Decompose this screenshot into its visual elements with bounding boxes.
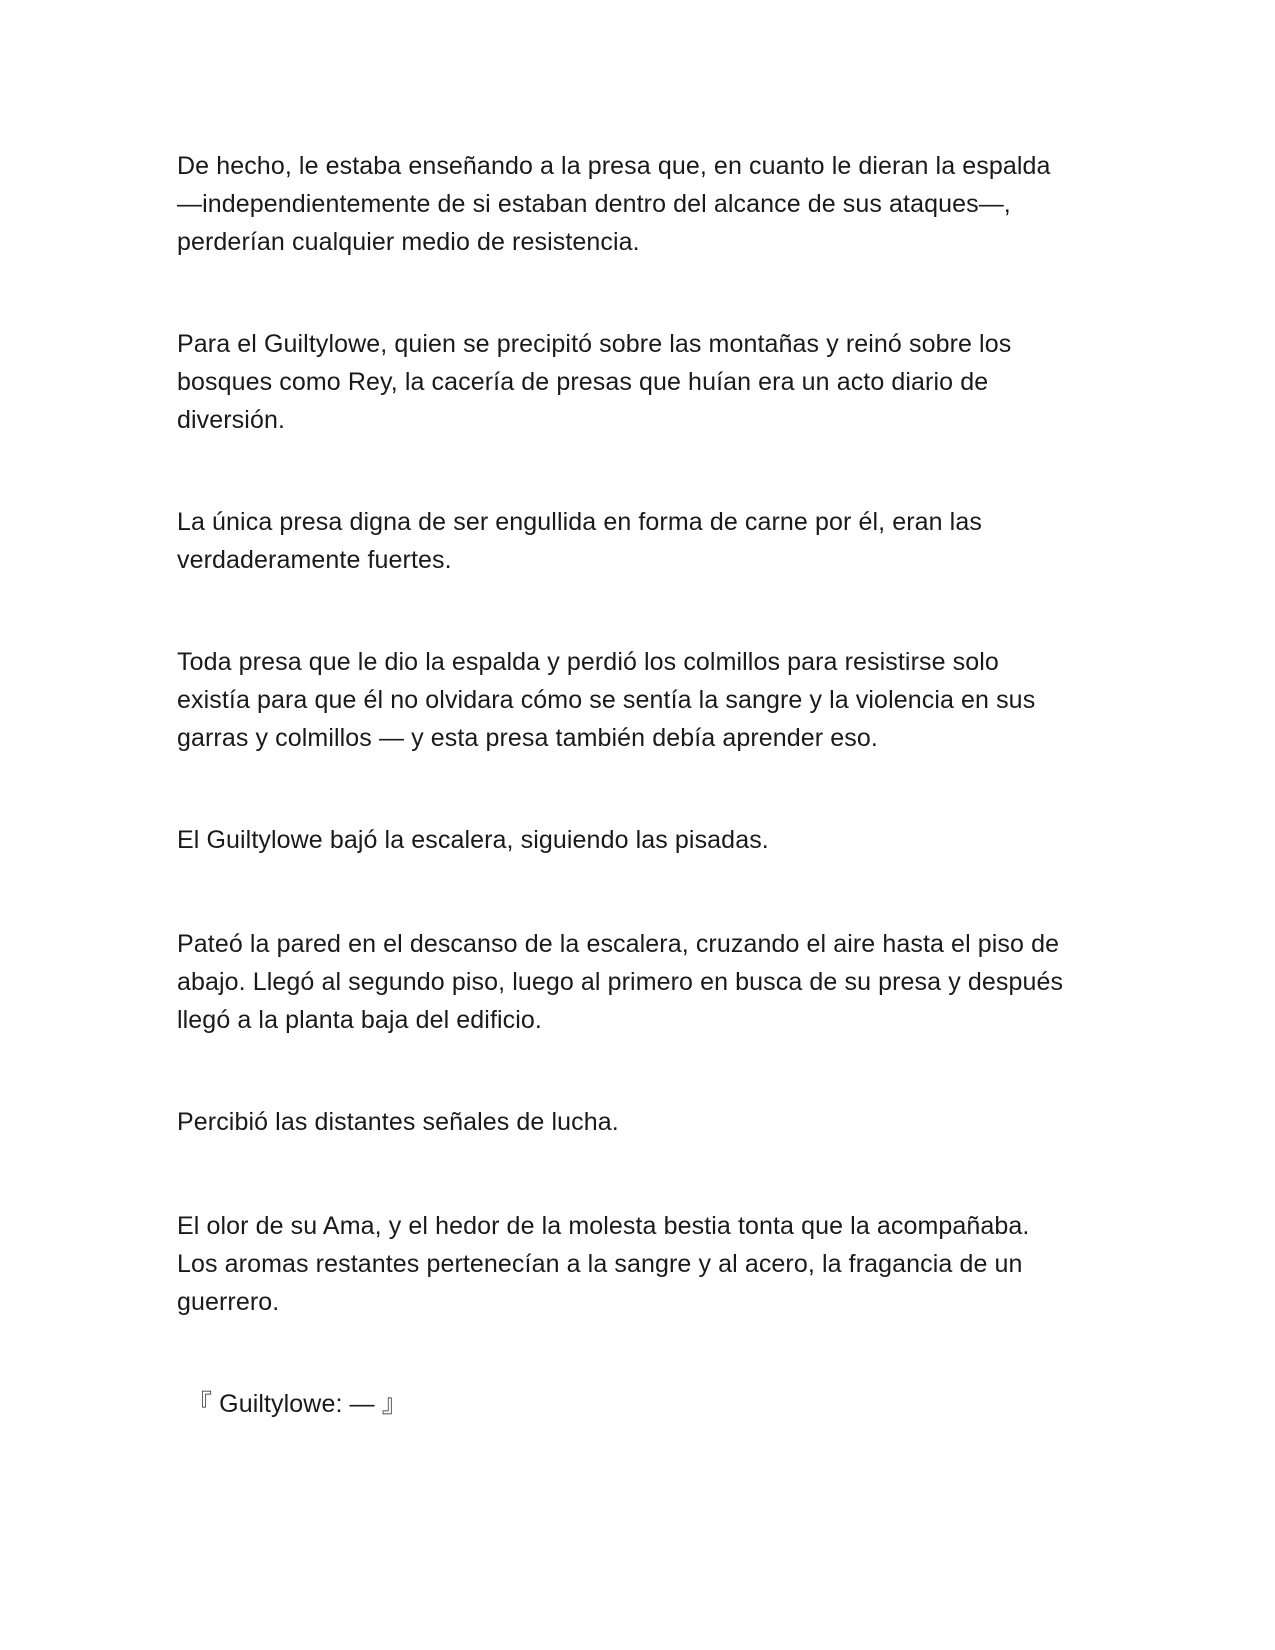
paragraph-2 bbox=[177, 325, 1117, 439]
paragraph-line: De hecho, le estaba enseñando a la presa que, en cuanto le dieran la espalda bbox=[177, 152, 1051, 180]
paragraph-line: existía para que él no olvidara cómo se sentía la sangre y la violencia en sus bbox=[177, 686, 1036, 714]
paragraph-line: Toda presa que le dio la espalda y perdió los colmillos para resistirse solo bbox=[177, 648, 999, 676]
paragraph-line: Los aromas restantes pertenecían a la sangre y al acero, la fragancia de un bbox=[177, 1250, 1023, 1278]
paragraph-line: abajo. Llegó al segundo piso, luego al primero en busca de su presa y después bbox=[177, 968, 1064, 996]
paragraph-line: guerrero. bbox=[177, 1288, 280, 1316]
paragraph-line: El olor de su Ama, y el hedor de la molesta bestia tonta que la acompañaba. bbox=[177, 1212, 1030, 1240]
paragraph-line: perderían cualquier medio de resistencia. bbox=[177, 228, 640, 256]
paragraph-line: llegó a la planta baja del edificio. bbox=[177, 1006, 542, 1034]
paragraph-line: —independientemente de si estaban dentro del alcance de sus ataques—, bbox=[177, 190, 1011, 218]
paragraph-4 bbox=[177, 643, 1117, 757]
paragraph-line: verdaderamente fuertes. bbox=[177, 546, 452, 574]
dialogue-text: 『 Guiltylowe: — 』 bbox=[187, 1390, 407, 1418]
paragraph-5 bbox=[177, 821, 1117, 859]
paragraph-7 bbox=[177, 1103, 1117, 1141]
paragraph-1 bbox=[177, 147, 1117, 261]
paragraph-line: El Guiltylowe bajó la escalera, siguiendo las pisadas. bbox=[177, 826, 769, 854]
paragraph-6 bbox=[177, 925, 1117, 1039]
paragraph-3 bbox=[177, 503, 1117, 579]
paragraph-line: diversión. bbox=[177, 406, 285, 434]
dialogue-line bbox=[187, 1385, 1127, 1423]
paragraph-line: Percibió las distantes señales de lucha. bbox=[177, 1108, 619, 1136]
paragraph-line: garras y colmillos — y esta presa también debía aprender eso. bbox=[177, 724, 878, 752]
paragraph-8 bbox=[177, 1207, 1117, 1321]
paragraph-line: bosques como Rey, la cacería de presas que huían era un acto diario de bbox=[177, 368, 989, 396]
paragraph-line: La única presa digna de ser engullida en forma de carne por él, eran las bbox=[177, 508, 982, 536]
paragraph-line: Pateó la pared en el descanso de la escalera, cruzando el aire hasta el piso de bbox=[177, 930, 1060, 958]
paragraph-line: Para el Guiltylowe, quien se precipitó sobre las montañas y reinó sobre los bbox=[177, 330, 1012, 358]
